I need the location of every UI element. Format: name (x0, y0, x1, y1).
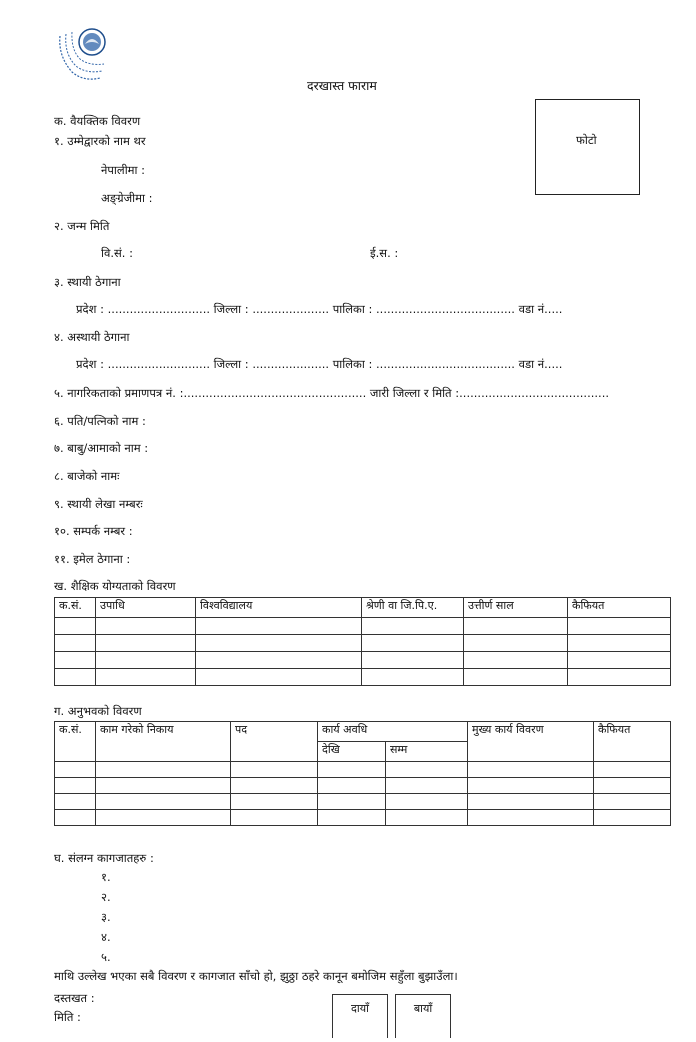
table-row[interactable] (55, 652, 671, 669)
nepali-name-field[interactable]: नेपालीमा : (101, 163, 146, 177)
attachment-item-4[interactable]: ४. (101, 930, 111, 944)
spouse-field[interactable]: ६. पति/पत्निको नाम : (54, 414, 146, 428)
citizenship-field[interactable]: ५. नागरिकताको प्रमाणपत्र नं. :.................................................. जारी जिल्ला र मिति :......................................... (54, 386, 610, 400)
form-title: दरखास्त फाराम (307, 78, 377, 93)
english-name-field[interactable]: अङ्ग्रेजीमा : (101, 191, 153, 205)
table-row[interactable] (55, 762, 671, 778)
municipality-logo (52, 26, 114, 88)
attachment-item-5[interactable]: ५. (101, 950, 111, 964)
account-field[interactable]: ९. स्थायी लेखा नम्बरः (54, 497, 143, 511)
attachment-item-2[interactable]: २. (101, 890, 111, 904)
attachment-item-3[interactable]: ३. (101, 910, 111, 924)
table-row[interactable] (55, 669, 671, 686)
name-label: १. उम्मेद्वारको नाम थर (54, 134, 146, 148)
table-row[interactable] (55, 794, 671, 810)
col-job-description: मुख्य कार्य विवरण (468, 722, 594, 762)
table-row[interactable] (55, 778, 671, 794)
col-from: देखि (318, 742, 386, 762)
personal-heading: क. वैयक्तिक विवरण (54, 114, 141, 128)
attachment-item-1[interactable]: १. (101, 870, 111, 884)
email-field[interactable]: ११. इमेल ठेगाना : (54, 552, 131, 566)
col-position: पद (231, 722, 318, 762)
col-remarks: कैफियत (594, 722, 671, 762)
dob-label: २. जन्म मिति (54, 219, 110, 233)
perm-address-field[interactable]: प्रदेश : ............................ जिल्ला : ..................... पालिका : ...................................... वडा नं..... (76, 302, 563, 316)
col-sn: क.सं. (55, 598, 96, 618)
dob-ad-field[interactable]: ई.स. : (370, 246, 399, 260)
col-work-period: कार्य अवधि (318, 722, 468, 742)
dob-bs-field[interactable]: वि.सं. : (101, 246, 133, 260)
col-degree: उपाधि (96, 598, 196, 618)
col-organization: काम गरेको निकाय (96, 722, 231, 762)
signature-field[interactable]: दस्तखत : (54, 991, 95, 1005)
temp-address-field[interactable]: प्रदेश : ............................ जिल्ला : ..................... पालिका : ...................................... वडा नं..... (76, 357, 563, 371)
left-thumb-label: बायाँ (413, 1002, 433, 1015)
col-to: सम्म (386, 742, 468, 762)
col-university: विश्वविद्यालय (196, 598, 362, 618)
col-remarks: कैफियत (568, 598, 671, 618)
experience-header-row (55, 722, 671, 742)
contact-field[interactable]: १०. सम्पर्क नम्बर : (54, 524, 133, 538)
parent-field[interactable]: ७. बाबु/आमाको नाम : (54, 441, 149, 455)
col-division: श्रेणी वा जि.पि.ए. (362, 598, 464, 618)
photo-box[interactable] (535, 99, 640, 195)
grandfather-field[interactable]: ८. बाजेको नामः (54, 469, 120, 483)
experience-table (54, 721, 671, 826)
table-row[interactable] (55, 810, 671, 826)
education-heading: ख. शैक्षिक योग्यताको विवरण (54, 579, 176, 593)
right-thumb-label: दायाँ (351, 1002, 369, 1015)
declaration-text: माथि उल्लेख भएका सबै विवरण र कागजात साँचो हो, झुठ्ठा ठहरे कानून बमोजिम सहुँला बुझाउँला। (54, 969, 458, 983)
col-passed-year: उत्तीर्ण साल (464, 598, 568, 618)
table-row[interactable] (55, 618, 671, 635)
education-header-row (55, 598, 671, 618)
left-thumbprint-box[interactable] (395, 994, 451, 1038)
education-table (54, 597, 671, 686)
experience-heading: ग. अनुभवको विवरण (54, 704, 142, 718)
col-sn: क.सं. (55, 722, 96, 762)
photo-label: फोटो (576, 133, 597, 147)
right-thumbprint-box[interactable] (332, 994, 388, 1038)
attachments-heading: घ. संलग्न कागजातहरु : (54, 851, 154, 865)
perm-address-label: ३. स्थायी ठेगाना (54, 275, 121, 289)
date-field[interactable]: मिति : (54, 1010, 81, 1024)
table-row[interactable] (55, 635, 671, 652)
temp-address-label: ४. अस्थायी ठेगाना (54, 330, 130, 344)
